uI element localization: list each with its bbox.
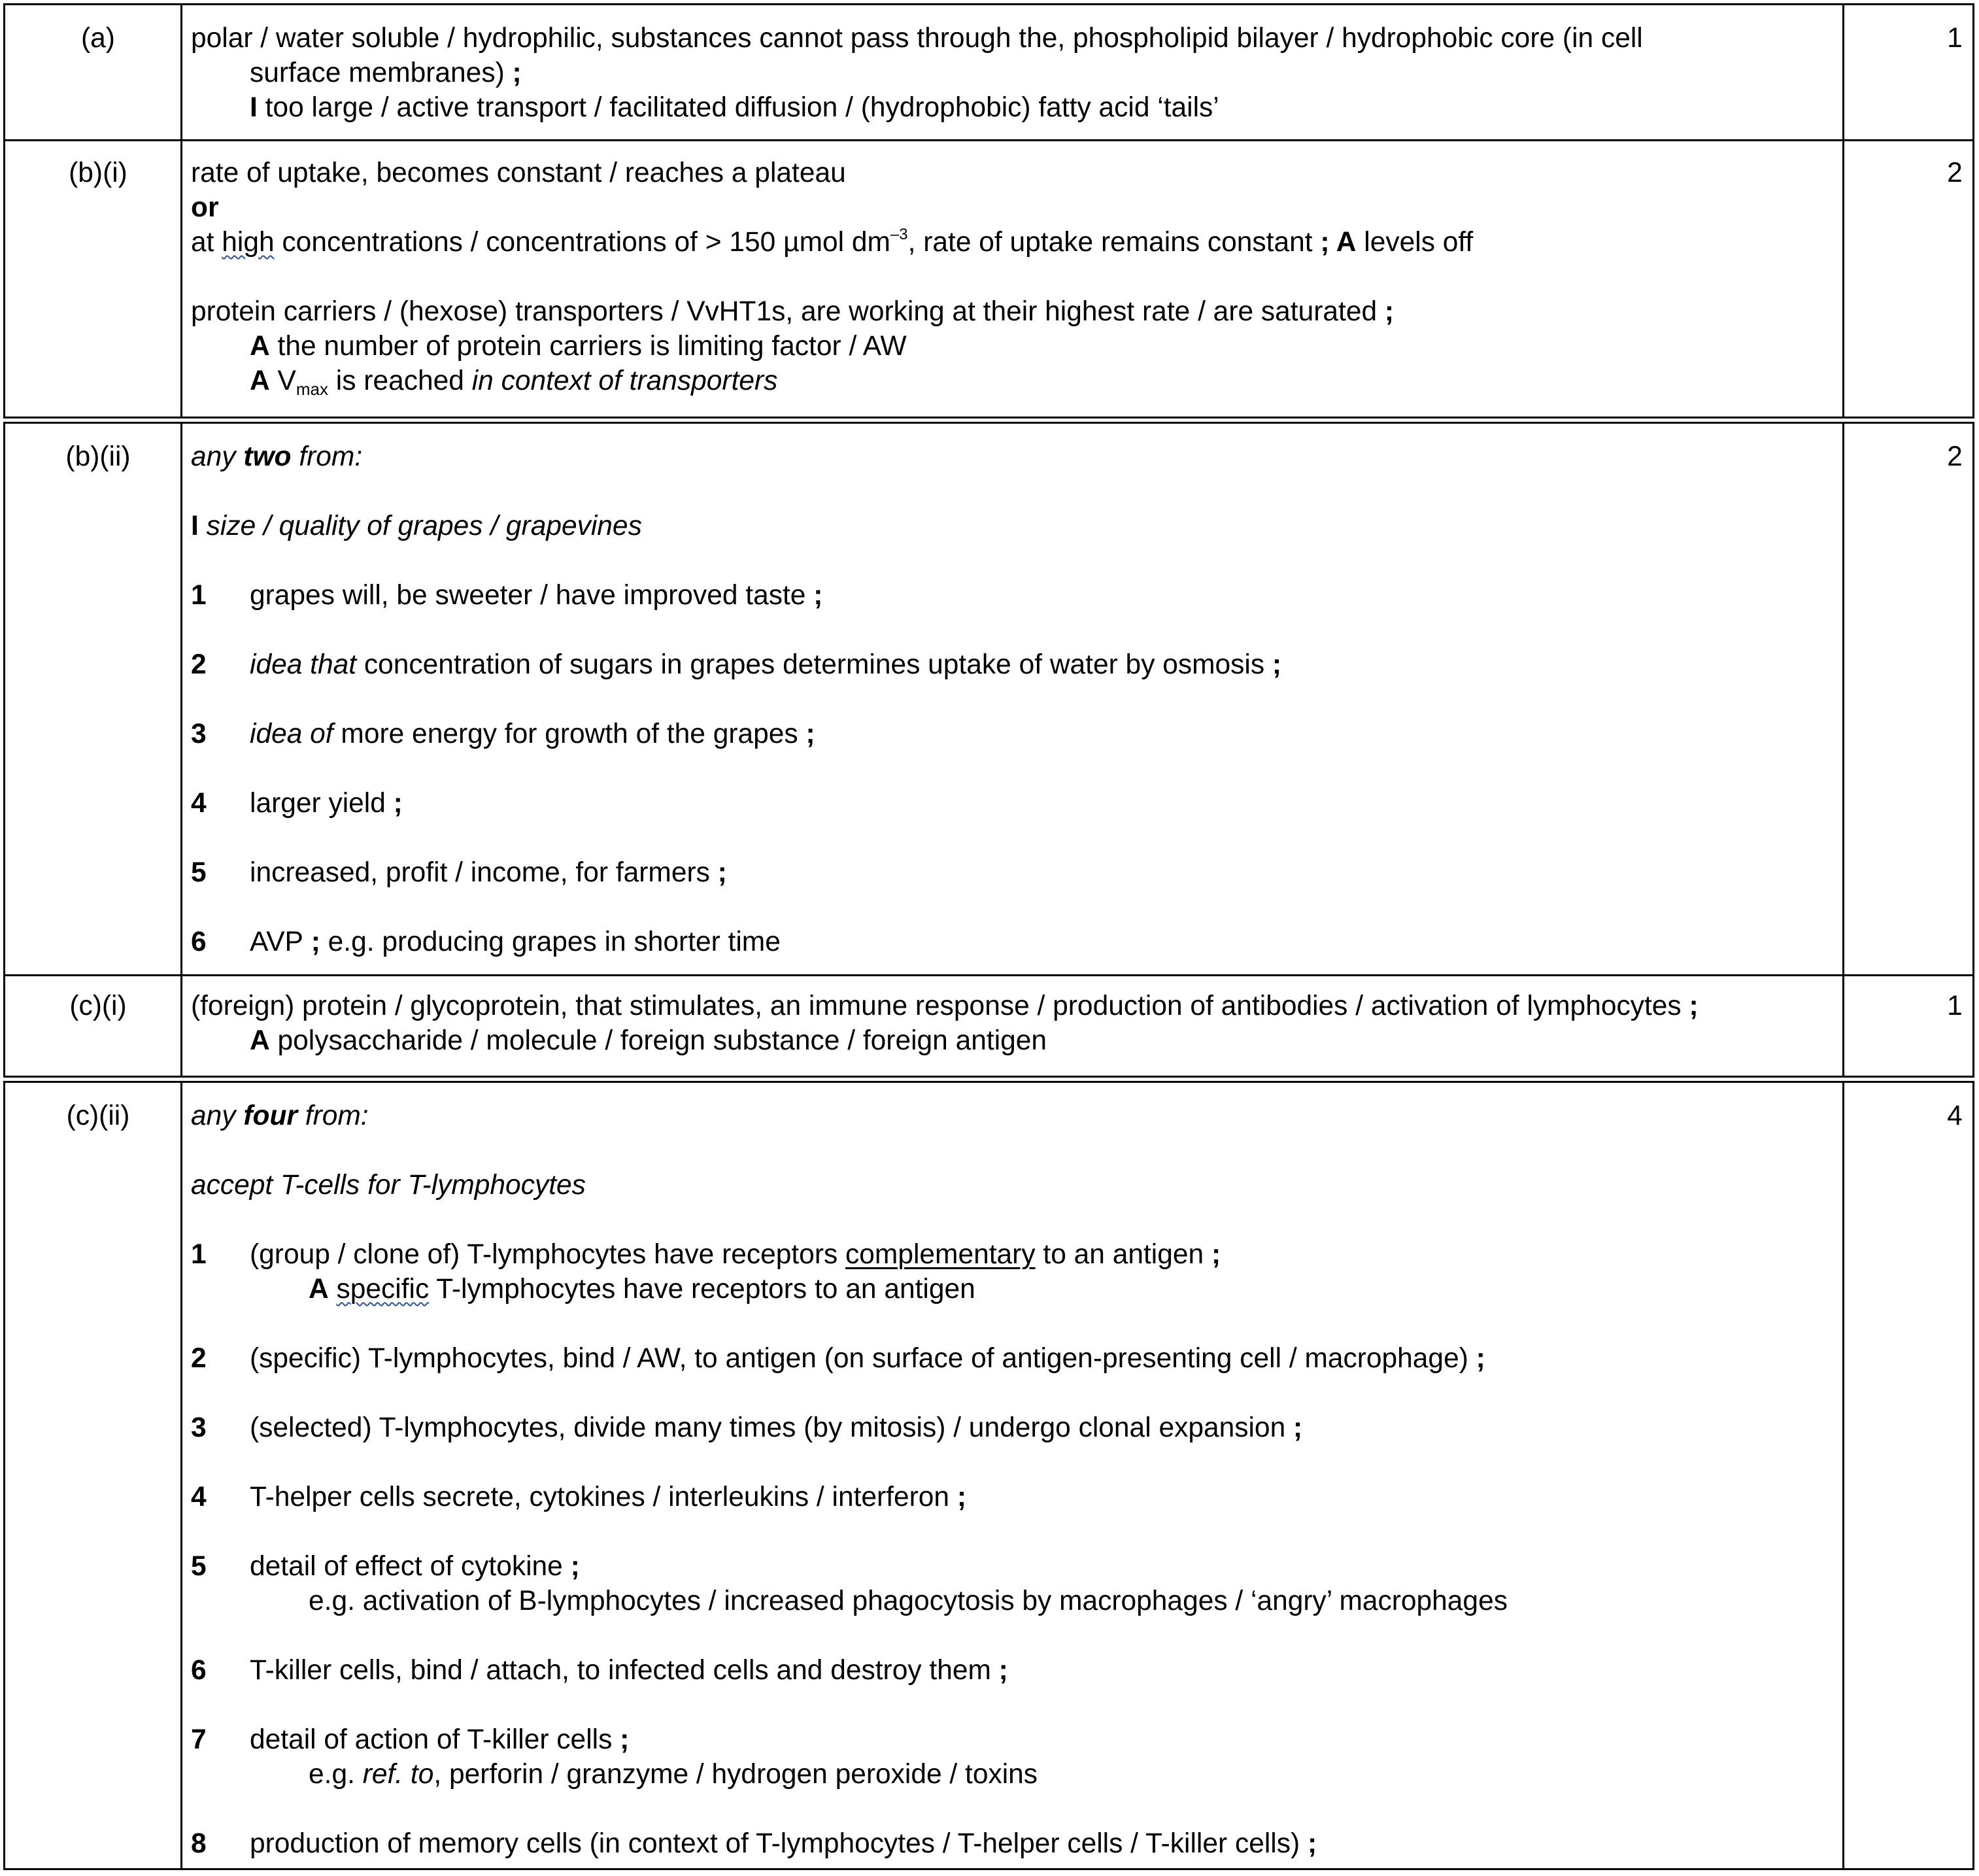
part-label-c-ii: (c)(ii) (66, 1100, 130, 1131)
or-separator: or (191, 192, 219, 223)
list-item: 6 T-killer cells, bind / attach, to infected cells and destroy them ; (191, 1655, 1008, 1686)
column-divider (180, 5, 182, 417)
part-label-c-i: (c)(i) (69, 991, 127, 1021)
list-item: 6 AVP ; e.g. producing grapes in shorter time (191, 927, 781, 957)
accept-note: accept T-cells for T-lymphocytes (191, 1170, 586, 1201)
list-item: 4 T-helper cells secrete, cytokines / interleukins / interferon ; (191, 1482, 967, 1512)
part-label-b-i: (b)(i) (69, 158, 127, 188)
list-item: 8 production of memory cells (in context of T-lymphocytes / T-helper cells / T-killer cells) ; (191, 1828, 1317, 1859)
list-item: 4 larger yield ; (191, 788, 403, 819)
list-item: 2 idea that concentration of sugars in grapes determines uptake of water by osmosis ; (191, 649, 1282, 680)
answer-c-ii (191, 1099, 1825, 1861)
list-item: 5 detail of effect of cytokine ; (191, 1551, 580, 1582)
column-divider (180, 1083, 182, 1868)
list-item: 3 idea of more energy for growth of the grapes ; (191, 719, 815, 749)
column-divider (1842, 5, 1844, 417)
accept-note: A $V_{max}$ is reached in context of transporters (250, 366, 778, 399)
part-label-a: (a) (81, 23, 115, 54)
column-divider (180, 424, 182, 1076)
example-note: e.g. activation of B-lymphocytes / increased phagocytosis by macrophages / ‘angry’ macrophages (309, 1586, 1508, 1616)
column-divider (1842, 424, 1844, 1076)
ignore-note: I too large / active transport / facilitated diffusion / (hydrophobic) fatty acid ‘tails’ (250, 92, 1219, 123)
accept-note: A polysaccharide / molecule / foreign substance / foreign antigen (250, 1025, 1047, 1056)
mark-b-i: 2 (1947, 158, 1963, 188)
part-label-b-ii: (b)(ii) (65, 441, 131, 472)
row-divider (5, 139, 1972, 141)
list-item: 1 grapes will, be sweeter / have improved taste ; (191, 580, 823, 611)
list-item: 5 increased, profit / income, for farmers ; (191, 857, 727, 888)
answer-b-ii (191, 439, 1825, 959)
answer-line: protein carriers / (hexose) transporters / VvHT1s, are working at their highest rate / are saturated ; (191, 296, 1395, 327)
accept-note: A specific T-lymphocytes have receptors to an antigen (309, 1274, 975, 1305)
answer-c-i (191, 989, 1825, 1058)
answer-a (191, 21, 1825, 125)
answer-intro: any two from: (191, 441, 363, 472)
ignore-note: I size / quality of grapes / grapevines (191, 511, 642, 541)
answer-line: at high concentrations / concentrations of > 150 µmol $dm^{-3}$, rate of uptake remains constant ; A levels off (191, 226, 1474, 258)
example-note: e.g. ref. to, perforin / granzyme / hydrogen peroxide / toxins (309, 1759, 1038, 1790)
answer-line: surface membranes) ; (250, 58, 522, 88)
answer-line: rate of uptake, becomes constant / reaches a plateau (191, 158, 846, 188)
list-item: 3 (selected) T-lymphocytes, divide many times (by mitosis) / undergo clonal expansion ; (191, 1412, 1303, 1443)
list-item: 7 detail of action of T-killer cells ; (191, 1724, 630, 1755)
row-divider (5, 974, 1972, 976)
answer-b-i (191, 156, 1825, 398)
mark-a: 1 (1947, 23, 1963, 54)
list-item: 1 (group / clone of) T-lymphocytes have receptors complementary to an antigen ; (191, 1239, 1221, 1270)
answer-line: (foreign) protein / glycoprotein, that stimulates, an immune response / production of antibodies / activation of lymphocytes ; (191, 991, 1699, 1021)
accept-note: A the number of protein carriers is limiting factor / AW (250, 331, 907, 362)
mark-c-i: 1 (1947, 991, 1963, 1021)
mark-b-ii: 2 (1947, 441, 1963, 472)
answer-intro: any four from: (191, 1100, 369, 1131)
list-item: 2 (specific) T-lymphocytes, bind / AW, to antigen (on surface of antigen-presenting cell / macrophage) ; (191, 1343, 1485, 1374)
answer-line: polar / water soluble / hydrophilic, substances cannot pass through the, phospholipid bilayer / hydrophobic core (in cell (191, 23, 1643, 54)
mark-c-ii: 4 (1947, 1100, 1963, 1131)
column-divider (1842, 1083, 1844, 1868)
